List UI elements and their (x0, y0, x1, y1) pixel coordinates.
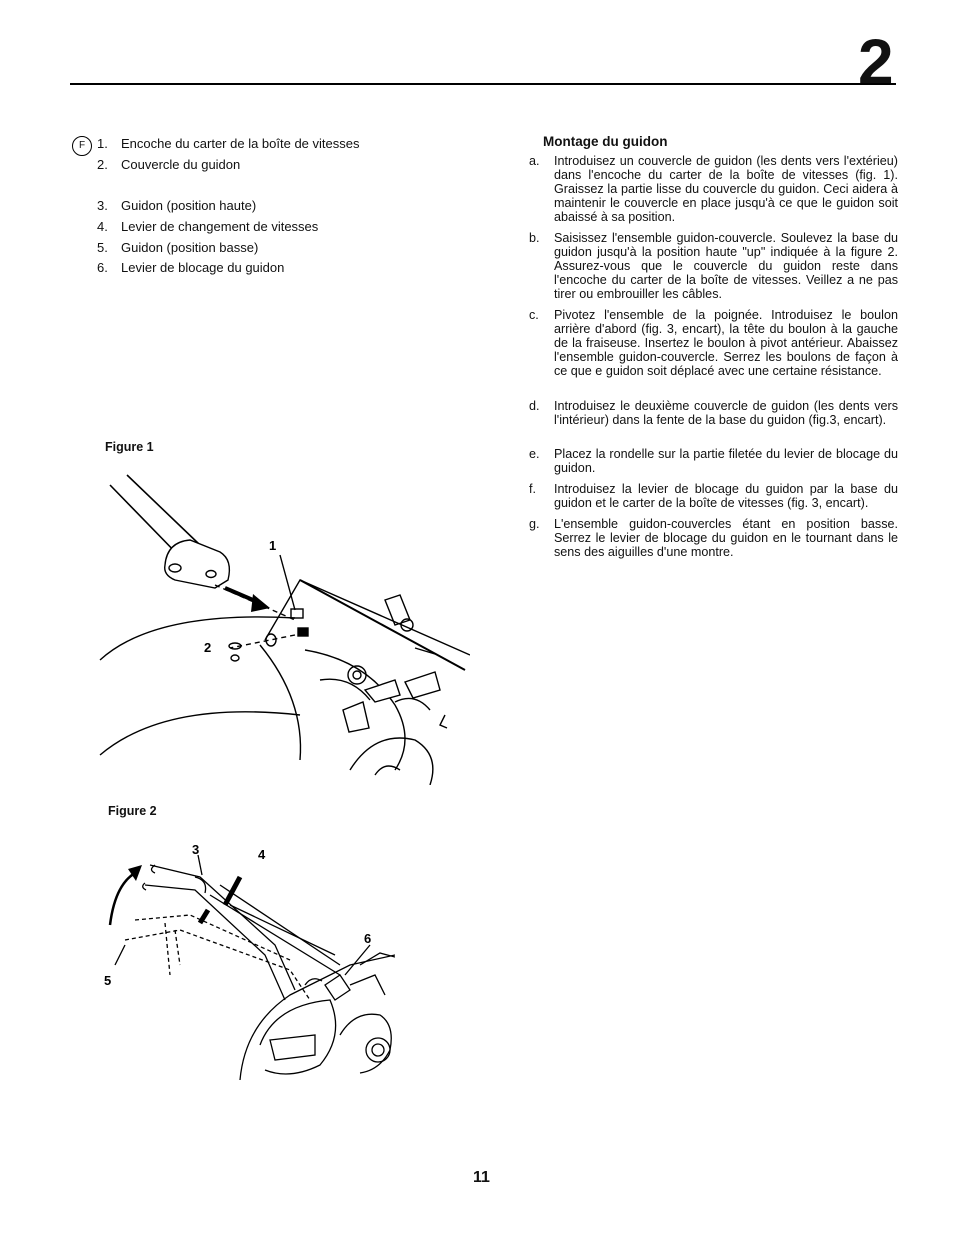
language-badge: F (72, 136, 92, 156)
page-number: 11 (473, 1169, 490, 1186)
header-rule (70, 83, 896, 85)
figure1-caption: Figure 1 (105, 440, 154, 454)
figure2-illustration (100, 835, 395, 1085)
figure1-illustration (95, 470, 470, 785)
legend-item: 1. Encoche du carter de la boîte de vitesses (97, 136, 360, 151)
figure2-callout: 4 (258, 847, 266, 862)
figure2-caption: Figure 2 (108, 804, 157, 818)
arrow-icon (251, 594, 270, 612)
legend-item: 2. Couvercle du guidon (97, 157, 241, 172)
section-title: Montage du guidon (543, 134, 668, 149)
legend-item: 6. Levier de blocage du guidon (97, 260, 285, 275)
legend-item: 4. Levier de changement de vitesses (97, 219, 319, 234)
figure1-callout: 1 (269, 538, 277, 553)
figure2-callout: 5 (104, 973, 112, 988)
figure2-callout: 6 (364, 931, 372, 946)
figure1-callout: 2 (204, 640, 212, 655)
legend-item: 3. Guidon (position haute) (97, 198, 257, 213)
figure2-callout: 3 (192, 842, 200, 857)
rotation-arrow-icon (128, 865, 142, 881)
legend-item: 5. Guidon (position basse) (97, 240, 259, 255)
chapter-number: 2 (858, 26, 892, 98)
